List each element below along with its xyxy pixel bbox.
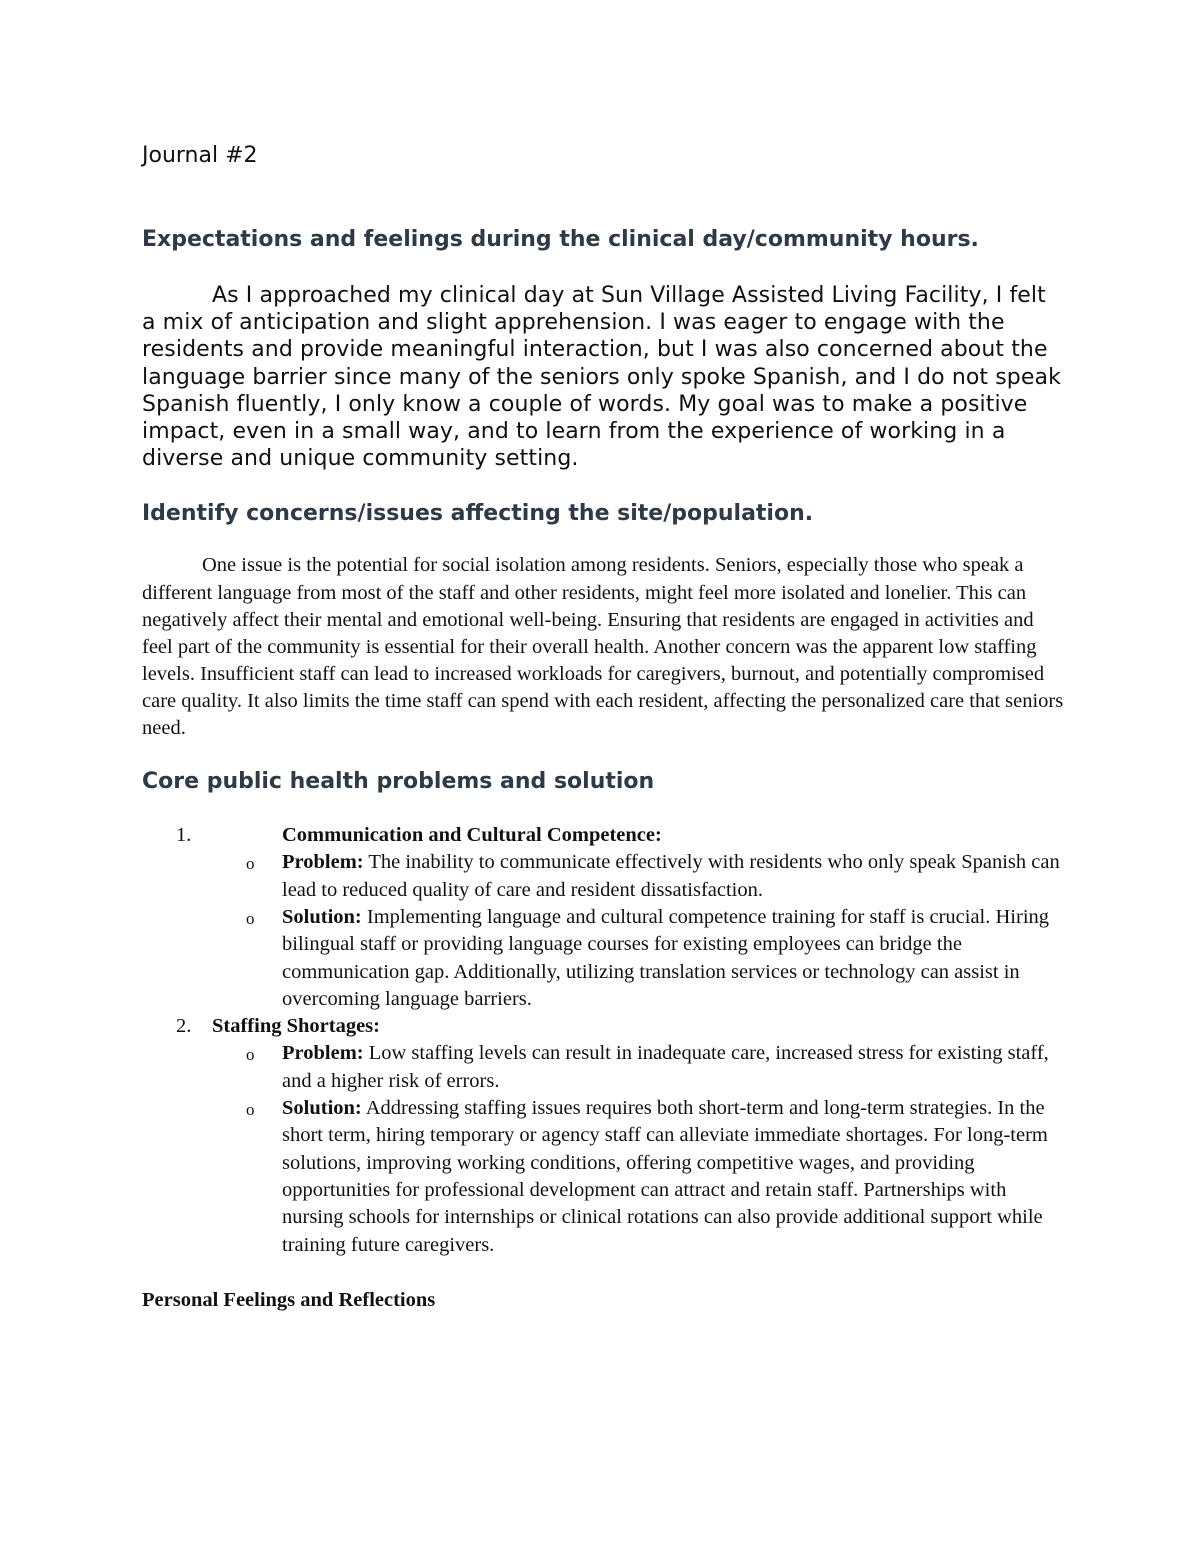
- list-item-title: Staffing Shortages:: [212, 1015, 380, 1038]
- circle-bullet-icon: o: [246, 908, 255, 928]
- list-number: 1.: [176, 824, 192, 847]
- section-heading-concerns: Identify concerns/issues affecting the site/population.: [142, 501, 814, 527]
- solution-text: Addressing staffing issues requires both short-term and long-term strategies. In the short term, hiring temporary or agency staff can alleviate immediate shortages. For long-term solutions, improving working conditions, offering competitive wages, and providing opportunities for professional development can attract and retain staff. Partnerships with nursing schools for internships or clinical rotations can also provide additional support while training future caregivers.: [282, 1097, 1048, 1256]
- sub-list: [142, 849, 1064, 1013]
- sub-list-item: [142, 904, 1064, 1013]
- document-title: Journal #2: [142, 143, 258, 168]
- problem-label: Problem:: [282, 851, 364, 874]
- list-item: [142, 1013, 1064, 1259]
- concerns-paragraph: One issue is the potential for social isolation among residents. Seniors, especially those who speak a different language from most of the staff and other residents, might feel more isolated and lonelier. This can negatively affect their mental and emotional well-being. Ensuring that residents are engaged in activities and feel part of the community is essential for their overall health. Another concern was the apparent low staffing levels. Insufficient staff can lead to increased workloads for caregivers, burnout, and potentially compromised care quality. It also limits the time staff can spend with each resident, affecting the personalized care that seniors need.: [142, 554, 1064, 739]
- solution-text: Implementing language and cultural competence training for staff is crucial. Hiring bilingual staff or providing language courses for existing employees can bridge the communication gap. Additionally, utilizing translation services or technology can assist in overcoming language barriers.: [282, 905, 1050, 1010]
- solution-label: Solution:: [282, 905, 362, 928]
- circle-bullet-icon: o: [246, 1100, 255, 1120]
- circle-bullet-icon: o: [246, 1045, 255, 1065]
- problems-list: [142, 822, 1064, 1259]
- list-item: [142, 822, 1064, 1013]
- problem-text: Low staffing levels can result in inadequate care, increased stress for existing staff, and a higher risk of errors.: [282, 1042, 1049, 1092]
- list-number: 2.: [176, 1015, 192, 1038]
- section-heading-core-problems: Core public health problems and solution: [142, 769, 655, 795]
- problem-label: Problem:: [282, 1042, 364, 1065]
- sub-list-item: [142, 849, 1064, 904]
- problem-text: The inability to communicate effectively with residents who only speak Spanish can lead to reduced quality of care and resident dissatisfaction.: [282, 851, 1060, 901]
- sub-list-item: [142, 1095, 1064, 1259]
- expectations-paragraph: As I approached my clinical day at Sun Village Assisted Living Facility, I felt a mix of anticipation and slight apprehension. I was eager to engage with the residents and provide meaningful interaction, but I was also concerned about the language barrier since many of the seniors only spoke Spanish, and I do not speak Spanish fluently, I only know a couple of words. My goal was to make a positive impact, even in a small way, and to learn from the experience of working in a diverse and unique community setting.: [142, 283, 1061, 472]
- sub-list: [142, 1040, 1064, 1258]
- solution-label: Solution:: [282, 1097, 362, 1120]
- circle-bullet-icon: o: [246, 854, 255, 874]
- document-content: [142, 140, 1064, 1314]
- list-item-title: Communication and Cultural Competence:: [282, 824, 662, 847]
- section-heading-expectations: Expectations and feelings during the clinical day/community hours.: [142, 227, 979, 252]
- section-heading-reflections: Personal Feelings and Reflections: [142, 1288, 436, 1311]
- sub-list-item: [142, 1040, 1064, 1095]
